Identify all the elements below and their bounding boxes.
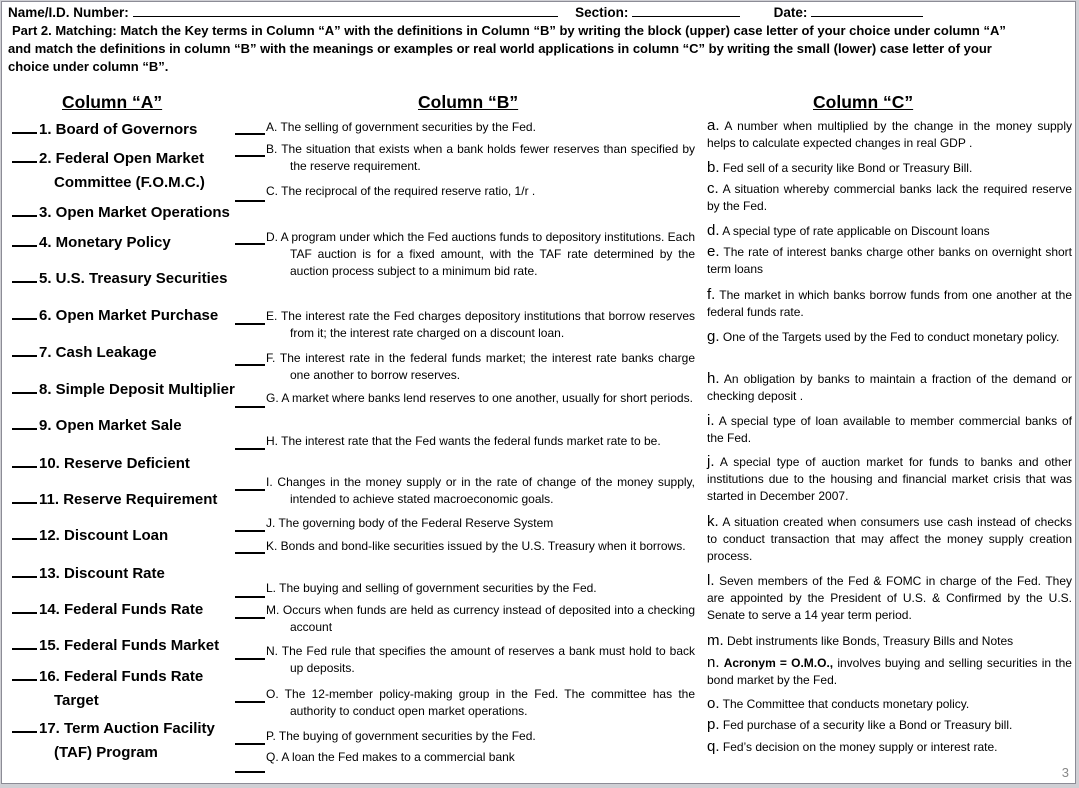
answer-blank[interactable]: [12, 375, 37, 394]
item-letter: k.: [707, 513, 719, 530]
definition-text: P. The buying of government securities by the Fed.: [266, 729, 536, 743]
column-c-item: [707, 716, 1072, 734]
term-text: 11. Reserve Requirement: [39, 491, 218, 508]
term-text: 5. U.S. Treasury Securities: [39, 270, 228, 287]
term-text: 17. Term Auction Facility: [39, 720, 215, 737]
definition-text: D. A program under which the Fed auctions funds to depository institutions. Each TAF auction is for a fixed amount, with the TAF rate determined by the auction process subject to a minimum bid rate.: [266, 230, 695, 278]
column-a-item: [12, 411, 182, 438]
item-letter: l.: [707, 572, 715, 589]
column-c-item: [707, 572, 1072, 624]
page-number: 3: [1061, 765, 1069, 780]
meaning-text: A special type of rate applicable on Discount loans: [722, 224, 990, 238]
answer-blank[interactable]: [12, 662, 37, 681]
instructions-line-2: and match the definitions in column “B” with the meanings or examples or real world applications in column “C” by writing the small (lower) case letter of your: [8, 41, 992, 56]
column-b-item: [266, 474, 695, 508]
item-letter: p.: [707, 716, 720, 733]
answer-blank[interactable]: [235, 200, 265, 202]
term-text: 8. Simple Deposit Multiplier: [39, 381, 235, 398]
column-b-item: [266, 602, 695, 636]
term-text: 13. Discount Rate: [39, 565, 165, 582]
definition-text: C. The reciprocal of the required reserve ratio, 1/r .: [266, 184, 536, 198]
answer-blank[interactable]: [235, 406, 265, 408]
meaning-text: A situation whereby commercial banks lack the required reserve by the Fed.: [707, 182, 1073, 213]
item-letter: n.: [707, 654, 720, 671]
answer-blank[interactable]: [12, 485, 37, 504]
bold-text: Acronym = O.M.O.,: [723, 656, 834, 670]
answer-blank[interactable]: [235, 701, 265, 703]
answer-blank[interactable]: [12, 115, 37, 134]
column-a-item: [12, 338, 157, 365]
answer-blank[interactable]: [12, 228, 37, 247]
definition-text: G. A market where banks lend reserves to one another, usually for short periods.: [266, 391, 693, 405]
item-letter: g.: [707, 328, 720, 345]
item-letter: a.: [707, 117, 720, 134]
section-blank[interactable]: [632, 4, 740, 17]
definition-text: O. The 12-member policy-making group in the Fed. The committee has the authority to conduct open market operations.: [266, 687, 695, 718]
column-b-item: [266, 119, 695, 136]
answer-blank[interactable]: [12, 411, 37, 430]
item-letter: h.: [707, 370, 720, 387]
definition-text: B. The situation that exists when a bank holds fewer reserves than specified by the reserve requirement.: [266, 142, 695, 173]
instructions-line-1: Part 2. Matching: Match the Key terms in Column “A” with the definitions in Column “B” by writing the block (upper) case letter of your choice under column “A”: [12, 23, 1006, 38]
column-c-item: [707, 159, 1072, 177]
meaning-text: A number when multiplied by the change in the money supply helps to calculate expected changes in real GDP .: [707, 119, 1073, 150]
column-a-item: [12, 631, 219, 658]
column-a-item: [12, 595, 203, 622]
term-text-continued: (TAF) Program: [54, 744, 158, 761]
column-a-item: [12, 714, 215, 765]
answer-blank[interactable]: [12, 521, 37, 540]
answer-blank[interactable]: [12, 631, 37, 650]
item-letter: q.: [707, 738, 720, 755]
meaning-text: An obligation by banks to maintain a fraction of the demand or checking deposit .: [707, 372, 1073, 403]
column-c-item: [707, 695, 1072, 713]
column-b-title: Column “B”: [418, 92, 519, 112]
name-blank[interactable]: [133, 4, 558, 17]
item-letter: i.: [707, 412, 715, 429]
meaning-text: involves buying and selling securities in the bond market by the Fed.: [707, 656, 1072, 687]
column-b-item: [266, 515, 695, 532]
column-b-item: [266, 229, 695, 280]
column-c-item: [707, 286, 1072, 321]
answer-blank[interactable]: [12, 714, 37, 733]
date-blank[interactable]: [811, 4, 923, 17]
column-c-item: [707, 632, 1072, 650]
term-text: 3. Open Market Operations: [39, 204, 230, 221]
answer-blank[interactable]: [235, 243, 265, 245]
worksheet-page: [1, 1, 1076, 784]
column-a-title: Column “A”: [62, 92, 163, 112]
definition-text: F. The interest rate in the federal funds market; the interest rate banks charge one another to borrow reserves.: [266, 351, 695, 382]
answer-blank[interactable]: [235, 323, 265, 325]
column-b-item: [266, 749, 695, 766]
column-a-item: [12, 264, 227, 291]
meaning-text: A situation created when consumers use cash instead of checks to conduct transaction that may affect the money supply creation process.: [707, 515, 1072, 563]
column-c-item: [707, 654, 1072, 689]
answer-blank[interactable]: [235, 617, 265, 619]
column-a-item: [12, 485, 217, 512]
column-b-item: [266, 141, 695, 175]
column-b-item: [266, 686, 695, 720]
name-label: Name/I.D. Number:: [8, 5, 129, 20]
worksheet-header: [8, 4, 1072, 76]
meaning-text: One of the Targets used by the Fed to conduct monetary policy.: [722, 330, 1060, 344]
answer-blank[interactable]: [12, 198, 37, 217]
item-letter: f.: [707, 286, 716, 303]
instructions-line-3: choice under column “B”.: [8, 59, 169, 74]
definition-text: A. The selling of government securities by the Fed.: [266, 120, 536, 134]
column-c-item: [707, 370, 1072, 405]
meaning-text: The market in which banks borrow funds from one another at the federal funds rate.: [707, 288, 1072, 319]
answer-blank[interactable]: [235, 448, 265, 450]
definition-text: I. Changes in the money supply or in the rate of change of the money supply, intended to achieve stated macroeconomic goals.: [266, 475, 695, 506]
answer-blank[interactable]: [235, 596, 265, 598]
answer-blank[interactable]: [12, 144, 37, 163]
term-text: 15. Federal Funds Market: [39, 637, 220, 654]
answer-blank[interactable]: [12, 264, 37, 283]
term-text: 14. Federal Funds Rate: [39, 601, 204, 618]
answer-blank[interactable]: [235, 489, 265, 491]
column-c-item: [707, 222, 1072, 240]
item-letter: b.: [707, 159, 720, 176]
item-letter: c.: [707, 180, 719, 197]
answer-blank[interactable]: [12, 301, 37, 320]
column-a-item: [12, 198, 230, 225]
term-text: 7. Cash Leakage: [39, 344, 157, 361]
column-b-item: [266, 728, 695, 745]
item-letter: d.: [707, 222, 720, 239]
meaning-text: Fed purchase of a security like a Bond or Treasury bill.: [722, 718, 1013, 732]
term-text: 1. Board of Governors: [39, 121, 198, 138]
meaning-text: Debt instruments like Bonds, Treasury Bills and Notes: [727, 634, 1014, 648]
column-b-item: [266, 308, 695, 342]
column-a-item: [12, 144, 205, 195]
answer-blank[interactable]: [235, 530, 265, 532]
item-letter: o.: [707, 695, 720, 712]
answer-blank[interactable]: [12, 449, 37, 468]
column-a-item: [12, 662, 203, 713]
date-label: Date:: [773, 5, 808, 20]
column-a-item: [12, 449, 190, 476]
answer-blank[interactable]: [235, 133, 265, 135]
definition-text: Q. A loan the Fed makes to a commercial bank: [266, 750, 515, 764]
meaning-text: A special type of auction market for funds to banks and other institutions due to the housing and financial market crisis that was started in December 2007.: [707, 455, 1072, 503]
column-c-item: [707, 117, 1072, 152]
answer-blank[interactable]: [12, 559, 37, 578]
term-text: 10. Reserve Deficient: [39, 455, 190, 472]
column-c-title: Column “C”: [813, 92, 914, 112]
column-b-item: [266, 643, 695, 677]
column-b-item: [266, 390, 695, 407]
column-b-item: [266, 350, 695, 384]
definition-text: E. The interest rate the Fed charges depository institutions that borrow reserves from it; the interest rate charged on a discount loan.: [266, 309, 695, 340]
meaning-text: The rate of interest banks charge other banks on overnight short term loans: [707, 245, 1073, 276]
item-letter: m.: [707, 632, 724, 649]
student-info-row: [8, 4, 1072, 22]
meaning-text: Fed’s decision on the money supply or interest rate.: [722, 740, 998, 754]
column-b-item: [266, 183, 695, 200]
definition-text: J. The governing body of the Federal Reserve System: [266, 516, 554, 530]
meaning-text: A special type of loan available to member commercial banks of the Fed.: [707, 414, 1072, 445]
column-a-item: [12, 115, 197, 142]
meaning-text: Seven members of the Fed & FOMC in charge of the Fed. They are appointed by the President of U.S. & Confirmed by the U.S. Senate to serve a 14 year term period.: [707, 574, 1072, 622]
column-a-item: [12, 375, 235, 402]
meaning-text: Fed sell of a security like Bond or Treasury Bill.: [722, 161, 973, 175]
term-text-continued: Target: [54, 692, 99, 709]
item-letter: e.: [707, 243, 720, 260]
column-a-item: [12, 559, 165, 586]
column-a-item: [12, 301, 218, 328]
column-b-item: [266, 538, 695, 555]
meaning-text: The Committee that conducts monetary policy.: [722, 697, 970, 711]
definition-text: K. Bonds and bond-like securities issued by the U.S. Treasury when it borrows.: [266, 539, 686, 553]
instructions: [8, 22, 1072, 76]
answer-blank[interactable]: [235, 658, 265, 660]
answer-blank[interactable]: [12, 595, 37, 614]
answer-blank[interactable]: [12, 338, 37, 357]
term-text: 9. Open Market Sale: [39, 417, 182, 434]
column-c-item: [707, 513, 1072, 565]
column-b-item: [266, 580, 695, 597]
column-c-item: [707, 738, 1072, 756]
answer-blank[interactable]: [235, 155, 265, 157]
term-text: 12. Discount Loan: [39, 527, 169, 544]
term-text: 4. Monetary Policy: [39, 234, 171, 251]
column-a-item: [12, 228, 171, 255]
answer-blank[interactable]: [235, 743, 265, 745]
term-text-continued: Committee (F.O.M.C.): [54, 174, 205, 191]
column-c-item: [707, 243, 1072, 278]
column-c-item: [707, 180, 1072, 215]
section-label: Section:: [575, 5, 629, 20]
column-b-item: [266, 433, 695, 450]
column-c-item: [707, 453, 1072, 505]
term-text: 2. Federal Open Market: [39, 150, 205, 167]
term-text: 6. Open Market Purchase: [39, 307, 219, 324]
column-c-item: [707, 328, 1072, 346]
column-a-item: [12, 521, 168, 548]
item-letter: j.: [707, 453, 715, 470]
answer-blank[interactable]: [235, 552, 265, 554]
definition-text: H. The interest rate that the Fed wants the federal funds market rate to be.: [266, 434, 661, 448]
answer-blank[interactable]: [235, 771, 265, 773]
column-c-item: [707, 412, 1072, 447]
answer-blank[interactable]: [235, 364, 265, 366]
term-text: 16. Federal Funds Rate: [39, 668, 204, 685]
definition-text: N. The Fed rule that specifies the amount of reserves a bank must hold to back up deposits.: [266, 644, 695, 675]
definition-text: L. The buying and selling of government securities by the Fed.: [266, 581, 597, 595]
definition-text: M. Occurs when funds are held as currency instead of deposited into a checking account: [266, 603, 695, 634]
